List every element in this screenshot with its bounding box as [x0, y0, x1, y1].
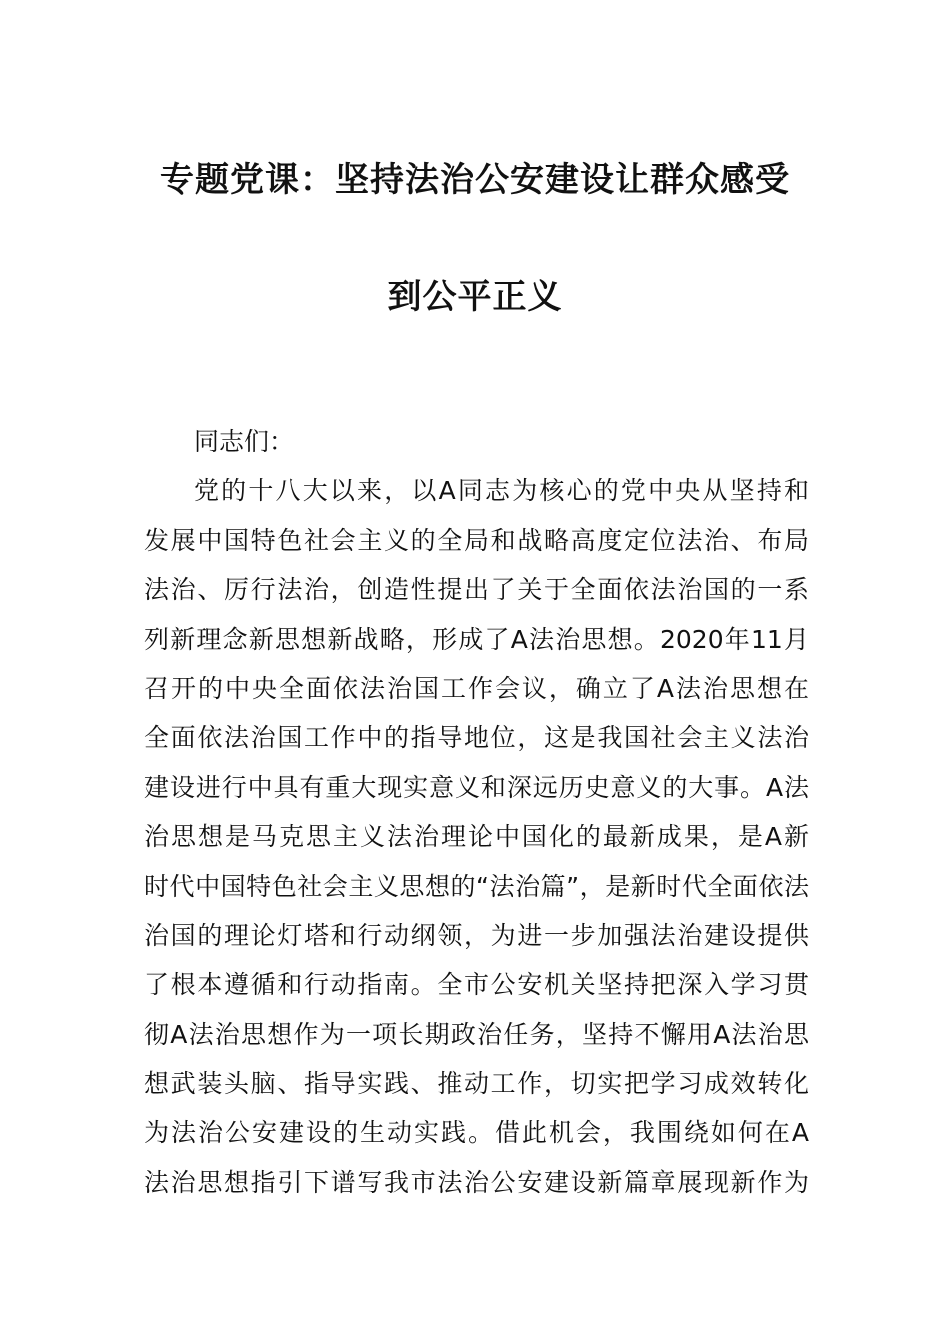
paragraph-line: 召开的中央全面依法治国工作会议，确立了A法治思想在 — [144, 673, 809, 703]
document-title-line-1: 专题党课：坚持法治公安建设让群众感受 — [160, 160, 790, 200]
document-title-line-2: 到公平正义 — [387, 277, 563, 317]
paragraph-line: 治国的理论灯塔和行动纲领，为进一步加强法治建设提供 — [144, 920, 809, 950]
paragraph-line: 想武装头脑、指导实践、推动工作，切实把学习成效转化 — [144, 1069, 809, 1099]
paragraph-line: 法治、厉行法治，创造性提出了关于全面依法治国的一系 — [144, 575, 809, 605]
paragraph-line: 党的十八大以来，以A同志为核心的党中央从坚持和 — [194, 476, 809, 506]
paragraph-line: 治思想是马克思主义法治理论中国化的最新成果，是A新 — [144, 822, 809, 852]
paragraph-line: 列新理念新思想新战略，形成了A法治思想。2020年11月 — [144, 624, 809, 654]
paragraph-line: 建设进行中具有重大现实意义和深远历史意义的大事。A法 — [144, 772, 809, 802]
paragraph-line: 了根本遵循和行动指南。全市公安机关坚持把深入学习贯 — [144, 970, 809, 1000]
paragraph-line: 为法治公安建设的生动实践。借此机会，我围绕如何在A — [144, 1118, 809, 1148]
greeting: 同志们： — [194, 427, 295, 456]
paragraph-line: 全面依法治国工作中的指导地位，这是我国社会主义法治 — [144, 723, 809, 753]
paragraph-line: 法治思想指引下谱写我市法治公安建设新篇章展现新作为 — [144, 1167, 809, 1197]
paragraph-line: 彻A法治思想作为一项长期政治任务，坚持不懈用A法治思 — [144, 1019, 809, 1049]
paragraph-line: 发展中国特色社会主义的全局和战略高度定位法治、布局 — [144, 525, 809, 555]
paragraph-line: 时代中国特色社会主义思想的“法治篇”，是新时代全面依法 — [144, 871, 809, 901]
document-body — [144, 417, 809, 1207]
